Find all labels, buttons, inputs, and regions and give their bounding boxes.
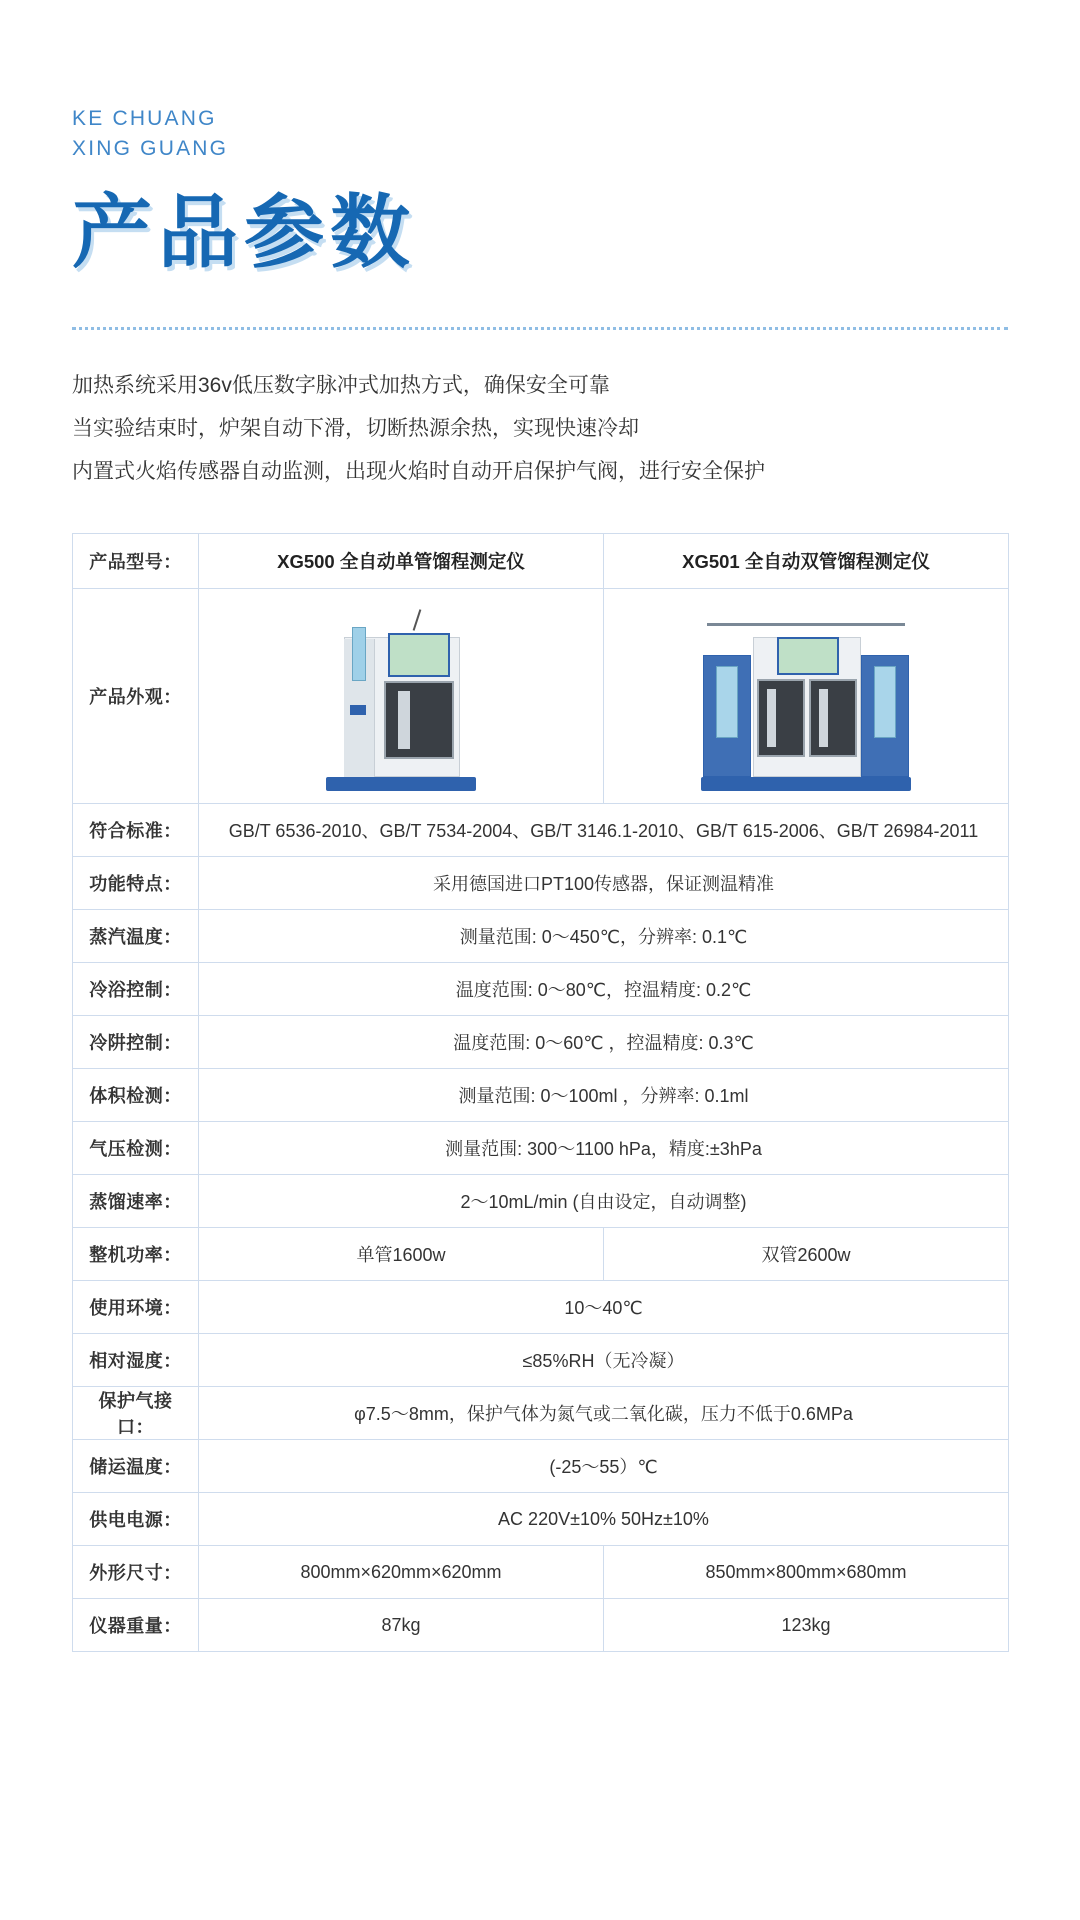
intro-line-1: 加热系统采用36v低压数字脉冲式加热方式，确保安全可靠 (72, 373, 610, 397)
table-row (73, 1493, 1009, 1546)
page-title: 产品参数 (72, 185, 416, 279)
page-title-wrap (72, 185, 1008, 289)
table-row (73, 1387, 1009, 1440)
row-label: 产品外观： (73, 589, 199, 804)
row-label: 保护气接口： (73, 1387, 199, 1440)
table-row (73, 1228, 1009, 1281)
row-label: 功能特点： (73, 857, 199, 910)
row-label: 外形尺寸： (73, 1546, 199, 1599)
table-row (73, 589, 1009, 804)
row-value: 2～10mL/min (自由设定，自动调整) (199, 1175, 1009, 1228)
row-value-col1: 800mm×620mm×620mm (199, 1546, 604, 1599)
brand-line-1: KE CHUANG (72, 107, 217, 130)
row-value: 温度范围: 0～60℃ ，控温精度: 0.3℃ (199, 1016, 1009, 1069)
row-label: 储运温度： (73, 1440, 199, 1493)
row-value: 采用德国进口PT100传感器，保证测温精准 (199, 857, 1009, 910)
table-row (73, 1546, 1009, 1599)
row-value: 10～40℃ (199, 1281, 1009, 1334)
table-row (73, 910, 1009, 963)
row-label: 蒸汽温度： (73, 910, 199, 963)
row-value: ≤85%RH（无冷凝） (199, 1334, 1009, 1387)
row-label: 符合标准： (73, 804, 199, 857)
row-label: 蒸馏速率： (73, 1175, 199, 1228)
intro-line-3: 内置式火焰传感器自动监测，出现火焰时自动开启保护气阀，进行安全保护 (72, 459, 765, 483)
row-value: AC 220V±10% 50Hz±10% (199, 1493, 1009, 1546)
table-row (73, 1016, 1009, 1069)
table-row (73, 857, 1009, 910)
row-label: 产品型号： (73, 534, 199, 589)
row-value: 测量范围: 300～1100 hPa，精度:±3hPa (199, 1122, 1009, 1175)
row-value-col1: 87kg (199, 1599, 604, 1652)
brand-line-2: XING GUANG (72, 137, 229, 161)
row-value: GB/T 6536-2010、GB/T 7534-2004、GB/T 3146.1-2010、GB/T 615-2006、GB/T 26984-2011 (199, 804, 1009, 857)
row-label: 冷浴控制： (73, 963, 199, 1016)
table-row (73, 804, 1009, 857)
dual-tube-distillation-analyzer-icon (614, 601, 998, 791)
table-row (73, 963, 1009, 1016)
row-value-col2: 双管2600w (604, 1228, 1009, 1281)
row-label: 气压检测： (73, 1122, 199, 1175)
row-value-col2: XG501 全自动双管馏程测定仪 (604, 534, 1009, 589)
row-label: 供电电源： (73, 1493, 199, 1546)
row-label: 冷阱控制： (73, 1016, 199, 1069)
brand-block (72, 0, 1008, 165)
table-row (73, 1334, 1009, 1387)
intro-paragraph (72, 364, 1008, 493)
spec-table (72, 533, 1009, 1652)
table-row (73, 1440, 1009, 1493)
row-value: 测量范围: 0～100ml ，分辨率: 0.1ml (199, 1069, 1009, 1122)
row-value-col1: 单管1600w (199, 1228, 604, 1281)
row-value: φ7.5～8mm，保护气体为氮气或二氧化碳，压力不低于0.6MPa (199, 1387, 1009, 1440)
row-value: 温度范围: 0～80℃，控温精度: 0.2℃ (199, 963, 1009, 1016)
row-value-col1: XG500 全自动单管馏程测定仪 (199, 534, 604, 589)
row-value-col2 (604, 589, 1009, 804)
single-tube-distillation-analyzer-icon (209, 601, 593, 791)
row-value: (-25～55）℃ (199, 1440, 1009, 1493)
table-row (73, 1122, 1009, 1175)
row-value-col1 (199, 589, 604, 804)
table-row (73, 1281, 1009, 1334)
row-value-col2: 123kg (604, 1599, 1009, 1652)
row-label: 仪器重量： (73, 1599, 199, 1652)
table-row (73, 1599, 1009, 1652)
row-label: 体积检测： (73, 1069, 199, 1122)
row-value-col2: 850mm×800mm×680mm (604, 1546, 1009, 1599)
section-divider (72, 327, 1008, 330)
row-label: 相对湿度： (73, 1334, 199, 1387)
table-row (73, 534, 1009, 589)
row-label: 整机功率： (73, 1228, 199, 1281)
table-row (73, 1175, 1009, 1228)
row-label: 使用环境： (73, 1281, 199, 1334)
intro-line-2: 当实验结束时，炉架自动下滑，切断热源余热，实现快速冷却 (72, 416, 639, 440)
row-value: 测量范围: 0～450℃，分辨率: 0.1℃ (199, 910, 1009, 963)
table-row (73, 1069, 1009, 1122)
